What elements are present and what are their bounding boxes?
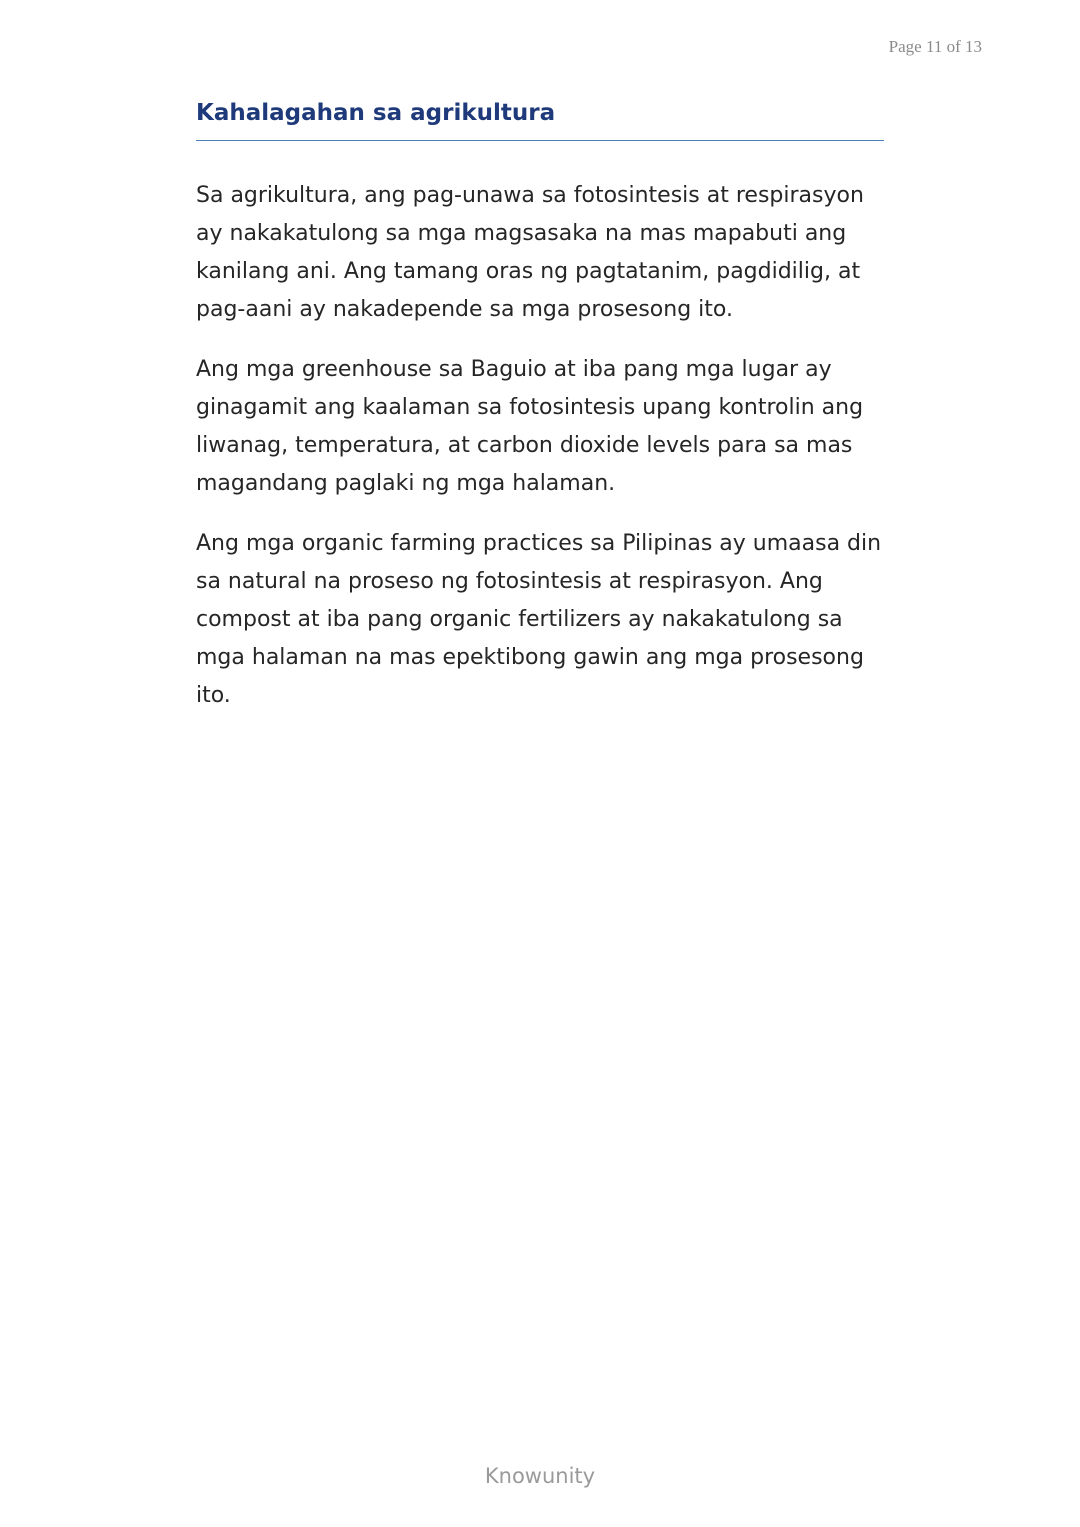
- document-content: [196, 100, 886, 737]
- footer-brand: Knowunity: [484, 1464, 596, 1488]
- section-title: Kahalagahan sa agrikultura: [196, 100, 884, 141]
- body-paragraphs: [196, 177, 886, 715]
- paragraph-1: Sa agrikultura, ang pag-unawa sa fotosintesis at respirasyon ay nakakatulong sa mga magsasaka na mas mapabuti ang kanilang ani. Ang tamang oras ng pagtatanim, pagdidilig, at pag-aani ay nakadepende sa mga prosesong ito.: [196, 183, 864, 322]
- page-number: Page 11 of 13: [888, 37, 982, 56]
- paragraph-2: Ang mga greenhouse sa Baguio at iba pang mga lugar ay ginagamit ang kaalaman sa fotosintesis upang kontrolin ang liwanag, temperatura, at carbon dioxide levels para sa mas magandang paglaki ng mga halaman.: [196, 357, 864, 496]
- paragraph-3: Ang mga organic farming practices sa Pilipinas ay umaasa din sa natural na proseso ng fotosintesis at respirasyon. Ang compost at iba pang organic fertilizers ay nakakatulong sa mga halaman na mas epektibong gawin ang mga prosesong ito.: [196, 531, 882, 708]
